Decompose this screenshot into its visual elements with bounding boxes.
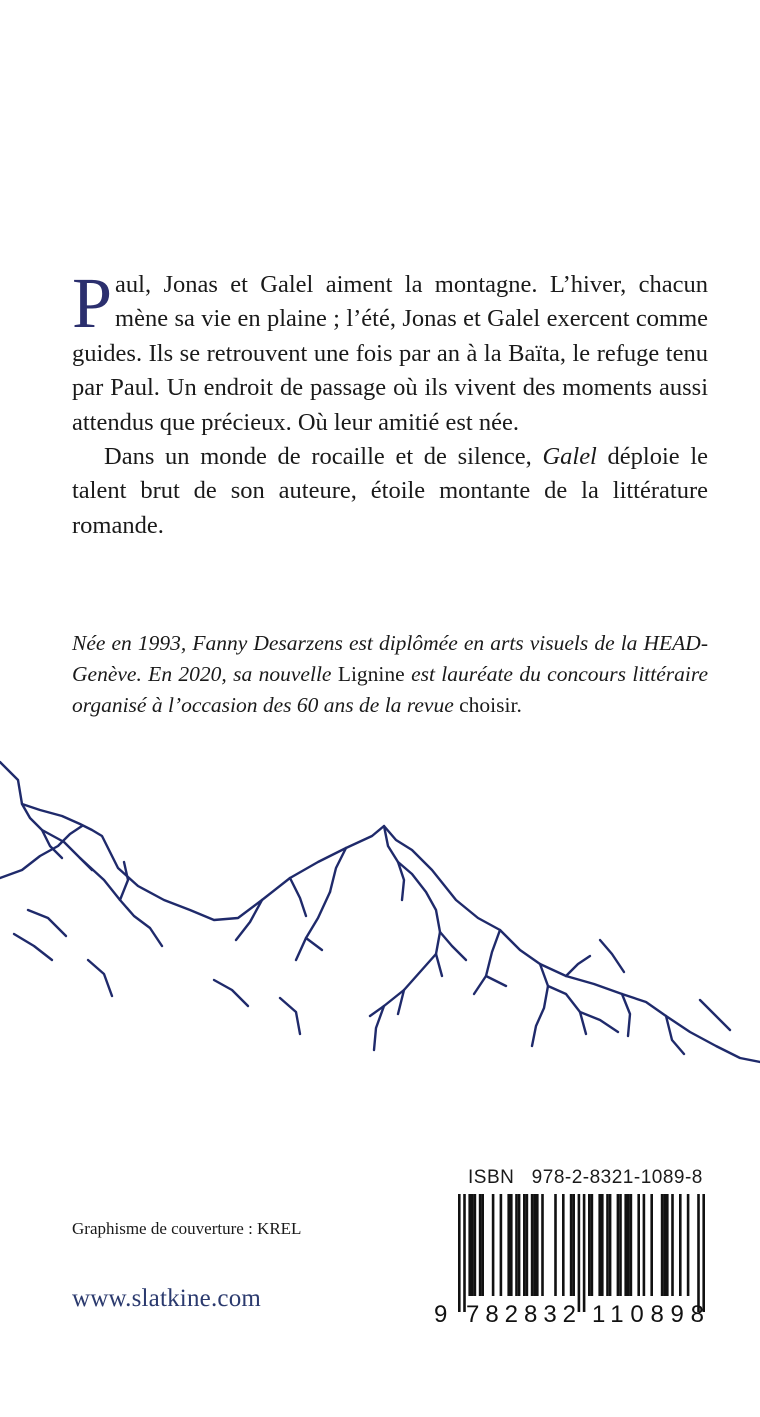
- barcode-bar: [562, 1194, 565, 1296]
- barcode-bar: [518, 1194, 521, 1296]
- blurb-paragraph-1: [72, 263, 708, 440]
- barcode-bar: [570, 1194, 573, 1296]
- barcode-bar: [507, 1194, 510, 1296]
- barcode-bar: [572, 1194, 575, 1296]
- book-title: Galel: [542, 443, 597, 471]
- barcode-bar: [510, 1194, 513, 1296]
- barcode-bar: [541, 1194, 544, 1296]
- barcode-left-group: 782832: [466, 1301, 576, 1326]
- barcode-bar: [533, 1194, 536, 1296]
- barcode-bar: [666, 1194, 669, 1296]
- barcode-bar: [500, 1194, 503, 1296]
- barcode-bar: [663, 1194, 666, 1296]
- barcode-bar: [492, 1194, 495, 1296]
- barcode-bar: [591, 1194, 594, 1296]
- bio-part-3: .: [516, 693, 522, 717]
- drop-cap: P: [72, 263, 113, 343]
- barcode-bar: [619, 1194, 622, 1296]
- barcode-bar: [609, 1194, 612, 1296]
- barcode-bar: [679, 1194, 682, 1296]
- blurb-paragraph-1-text: aul, Jonas et Galel aiment la montagne. L’hiver, chacun mène sa vie en plaine ; l’été, Jonas et Galel exercent comme guides. Ils se retrouvent une fois par an à la Baïta, le refuge tenu par Paul. Un endroit de passage où ils vivent des moments aussi attendus que précieux. Où leur amitié est née.: [72, 271, 708, 436]
- bio-part-1: Née en 1993, Fanny Desarzens est diplômée en arts visuels de la HEAD-Genève. En 2020, sa nouvelle: [72, 631, 708, 686]
- barcode-bar: [624, 1194, 627, 1296]
- barcode-bar: [671, 1194, 674, 1296]
- bio-title-choisir: choisir: [459, 693, 517, 717]
- barcode-bar: [578, 1194, 581, 1312]
- isbn-block: [432, 1166, 714, 1326]
- barcode-icon: [432, 1194, 714, 1326]
- barcode-bar: [643, 1194, 646, 1296]
- barcode-bar: [598, 1194, 601, 1296]
- blurb-paragraph-2: [72, 440, 708, 543]
- back-cover-blurb: [72, 263, 709, 543]
- blurb-paragraph-2-before: Dans un monde de rocaille et de silence,: [104, 443, 543, 471]
- barcode-bar: [481, 1194, 484, 1296]
- bio-part-2: est lauréate du concours littéraire organisé à l’occasion des 60 ans de la revue: [72, 662, 708, 717]
- barcode-bar: [479, 1194, 482, 1296]
- barcode-first-digit: 9: [434, 1301, 448, 1326]
- barcode-bar: [463, 1194, 466, 1312]
- barcode-bar: [630, 1194, 633, 1296]
- barcode-bar: [536, 1194, 539, 1296]
- barcode-bar: [523, 1194, 526, 1296]
- isbn-label: ISBN 978-2-8321-1089-8: [468, 1167, 703, 1188]
- barcode-bar: [515, 1194, 518, 1296]
- barcode-bar: [531, 1194, 534, 1296]
- blurb-paragraph-2-after: déploie le talent brut de son auteure, étoile montante de la littérature romande.: [72, 443, 709, 539]
- cover-design-credit: Graphisme de couverture : KREL: [72, 1219, 302, 1238]
- barcode-bar: [687, 1194, 690, 1296]
- barcode-bar: [617, 1194, 620, 1296]
- barcode-bar: [601, 1194, 604, 1296]
- barcode-bar: [697, 1194, 700, 1312]
- barcode-bar: [526, 1194, 529, 1296]
- barcode-bar: [554, 1194, 557, 1296]
- barcode-bar: [468, 1194, 471, 1296]
- barcode-bar: [583, 1194, 586, 1312]
- barcode-bar: [637, 1194, 640, 1296]
- barcode-bar: [650, 1194, 653, 1296]
- barcode-bar: [661, 1194, 664, 1296]
- barcode-bar: [458, 1194, 461, 1312]
- bio-title-lignine: Lignine: [337, 662, 405, 686]
- barcode-bar: [588, 1194, 591, 1296]
- barcode-bar: [471, 1194, 474, 1296]
- publisher-website-link[interactable]: www.slatkine.com: [72, 1285, 262, 1312]
- author-bio: [72, 628, 708, 721]
- barcode-bar: [606, 1194, 609, 1296]
- barcode-bar: [702, 1194, 705, 1312]
- mountain-line-illustration: [0, 750, 760, 1070]
- barcode-bar: [474, 1194, 477, 1296]
- barcode-bar: [627, 1194, 630, 1296]
- barcode-right-group: 110898: [592, 1301, 704, 1326]
